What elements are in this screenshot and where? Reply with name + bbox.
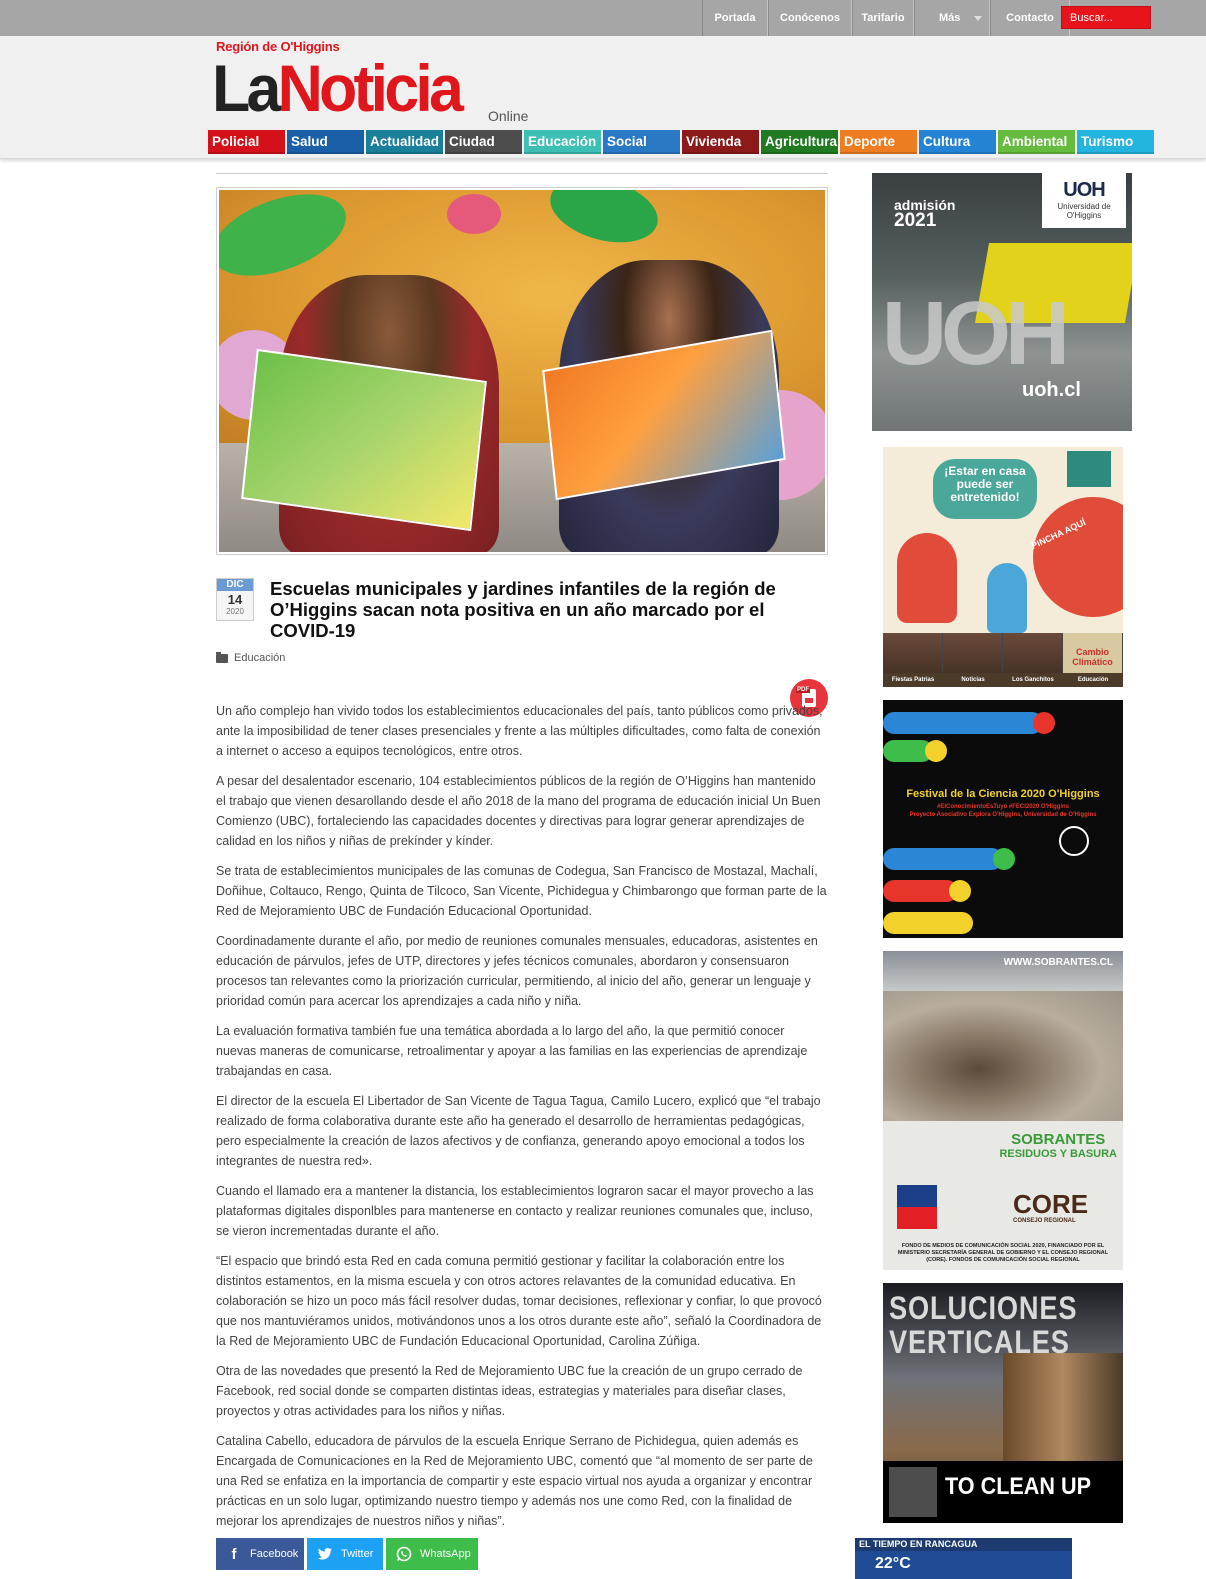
nav-tarifario[interactable]: Tarifario [852,0,914,36]
article-paragraph: Cuando el llamado era a mantener la distancia, los establecimientos lograron sacar el mayor provecho a las plataformas digitales disponlbles para mantenerse en contacto y realizar reuniones comunales que, incluso, se vieron incrementadas durante el año. [216,1184,814,1238]
feci-title: Festival de la Ciencia 2020 O'Higgins [906,788,1100,800]
junji-cta: PINCHA AQUÍ [1029,517,1088,551]
share-facebook-label: Facebook [250,1548,299,1560]
soluciones-line2: VERTICALES [889,1324,1070,1360]
article-paragraph: El director de la escuela El Libertador de San Vicente de Tagua Tagua, Camilo Lucero, explicó que “el trabajo realizado de forma colaborativa durante este año ha generado el desarrollo de herramientas pedagógicas, pero especialmente la creación de lazos afectivos y de confianza, generando apoyo emocional a todos los integrantes de nuestra red». [216,1094,821,1168]
article-body [216,701,828,1541]
sobrantes-fine-print: FONDO DE MEDIOS DE COMUNICACIÓN SOCIAL 2020, FINANCIADO POR EL MINISTERIO SECRETARÍA GENERAL DE GOBIERNO Y EL CONSEJO REGIONAL (CORE). FONDOS DE COMUNICACIÓN SOCIAL REGIONAL [897,1243,1109,1263]
uoh-admision-text [894,197,955,229]
junji-label: Fiestas Patrias [891,677,935,683]
article-paragraph: “El espacio que brindó esta Red en cada comuna permitió gestionar y facilitar la colaboración entre los distintos estamentos, en la misma escuela y con otros actores relavantes de la comunidad educativa. En colaboración se hizo un poco más fácil resolver dudas, tomar decisiones, reflexionar y confiar, lo que provocó que nos mantuviéramos unidos, motivándonos unos a los otros durante este año”, señaló la Coordinadora de la Red de Mejoramiento UBC de Fundación Educacional Oportunidad, Carolina Zúñiga. [216,1254,822,1348]
site-logo[interactable] [212,48,460,128]
to-clean-up-banner [883,1461,1123,1523]
date-year: 2020 [226,607,244,616]
share-bar [216,1538,481,1570]
to-clean-up-text: TO CLEAN UP [945,1473,1092,1500]
twitter-icon [317,1546,333,1562]
category-ambiental[interactable]: Ambiental [998,130,1075,154]
article-category [216,652,285,664]
folder-icon [216,654,228,663]
logo-region: Región de O'Higgins [216,39,340,54]
junji-cta-circle [1033,497,1123,617]
category-actualidad[interactable]: Actualidad [366,130,443,154]
core-logo [1013,1189,1088,1224]
search-input[interactable] [1061,6,1151,29]
date-badge [216,578,254,621]
uoh-admision-word: admisión [894,197,956,213]
core-logo-text: CORE [1013,1189,1089,1219]
uoh-url: uoh.cl [1022,379,1081,401]
whatsapp-icon [396,1546,412,1562]
uoh-logo [1042,173,1126,228]
junji-label: Noticias [961,677,985,683]
junji-label: Los Ganchitos [1012,677,1054,683]
nav-contacto[interactable]: Contacto [990,0,1070,36]
uoh-logo-sub: Universidad de O'Higgins [1057,202,1111,220]
ad-soluciones-verticales[interactable] [883,1283,1123,1523]
soluciones-line1: SOLUCIONES [889,1290,1078,1326]
article-paragraph: Catalina Cabello, educadora de párvulos de la escuela Enrique Serrano de Pichidegua, quien además es Encargada de Comunicaciones en la Red de Mejoramiento UBC, comentó que “al momento de ser parte de una Red se enfatiza en la importancia de compartir y este espacio virtual nos ayuda a organizar y encontrar prácticas en un solo lugar, optimizando nuestro tiempo y además nos une como Red, con la finalidad de mejorar los aprendizajes de nuestros niños y niñas”. [216,1434,813,1528]
pdf-tag: PDF [797,687,809,693]
sobrantes-photo [883,991,1123,1121]
content-divider [216,173,828,174]
article-paragraph: Otra de las novedades que presentó la Red de Mejoramiento UBC fue la creación de un grupo cerrado de Facebook, red social donde se comparten distintas ideas, estrategias y materiales para diseñar clases, proyectos y otras actividades para los niños y niñas. [216,1364,803,1418]
junji-logo [1067,451,1111,487]
category-ciudad[interactable]: Ciudad [445,130,522,154]
site-header [0,36,1206,159]
article-title: Escuelas municipales y jardines infantiles de la región de O’Higgins sacan nota positiva en un año marcado por el COVID-19 [270,578,776,641]
ad-feci[interactable] [883,700,1123,938]
logo-la: La [212,51,278,125]
nav-portada[interactable]: Portada [702,0,768,36]
sobrantes-title [999,1133,1117,1161]
uoh-admision-year: 2021 [894,210,937,231]
hero-image [216,187,828,555]
ad-sobrantes[interactable] [883,951,1123,1270]
article-paragraph: Coordinadamente durante el año, por medio de reuniones comunales mensuales, educadoras, asistentes en educación de párvulos, jefes de UTP, directores y jefes técnicos comunales, abordaron y consensuaron procesos tan relevantes como la priorización curricular, permitiendo, al inicio del año, generar un lenguaje y prioridad común para acercar los aprendizajes a cada niño y niña. [216,934,818,1008]
core-logo-sub: CONSEJO REGIONAL [1013,1218,1076,1224]
weather-widget[interactable] [855,1538,1072,1579]
sobrantes-subtitle: RESIDUOS Y BASURA [999,1148,1117,1160]
category-cultura[interactable]: Cultura [919,130,996,154]
top-bar [0,0,1206,36]
ad-junji[interactable] [883,447,1123,687]
chevron-down-icon [974,16,982,21]
climber-icon [889,1467,937,1517]
category-vivienda[interactable]: Vivienda [682,130,759,154]
share-facebook-button[interactable] [216,1538,304,1570]
sobrantes-title-text: SOBRANTES [1011,1131,1106,1148]
weather-title: EL TIEMPO EN RANCAGUA [855,1538,1072,1551]
sobrantes-site: WWW.SOBRANTES.CL [1003,957,1113,968]
category-agricultura[interactable]: Agricultura [761,130,838,154]
article-category-link[interactable]: Educación [234,652,286,664]
uoh-sculpture: UOH [882,284,1064,384]
article-paragraph: La evaluación formativa también fue una temática abordada a lo largo del año, la que permitió conocer nuevas maneras de comunicarse, retroalimentar y apoyar a las familias en las experiencias de aprendizaje trabajandas en casa. [216,1024,808,1078]
share-twitter-label: Twitter [341,1548,374,1560]
logo-noticia: Noticia [277,51,461,125]
category-social[interactable]: Social [603,130,680,154]
date-month: DIC [217,579,253,591]
nav-mas-dropdown[interactable] [914,0,990,36]
share-whatsapp-label: WhatsApp [420,1548,471,1560]
facebook-icon: f [231,1545,237,1563]
ad-uoh-admision[interactable] [872,173,1132,431]
junji-bubble: ¡Estar en casa puede ser entretenido! [933,459,1037,519]
category-salud[interactable]: Salud [287,130,364,154]
nav-mas-label: Más [939,12,961,24]
article-paragraph: Se trata de establecimientos municipales de las comunas de Codegua, San Francisco de Mostazal, Machalí, Doñihue, Coltauco, Rengo, Quinta de Tilcoco, San Vicente, Pichidegua y Chimbarongo que forman parte de la Red de Mejoramiento UBC de Fundación Educacional Oportunidad. [216,864,827,918]
article-paragraph: A pesar del desalentador escenario, 104 establecimientos públicos de la región de O’Higgins han mantenido el trabajo que vienen desarollando desde el año 2018 de la mano del programa de educación inicial Un Buen Comienzo (UBC), fortaleciendo las capacidades docentes y directivas para lograr generar aprendizajes de calidad en los niños y niñas de prekínder y kínder. [216,774,821,848]
date-day: 14 [227,592,243,607]
article-paragraph: Un año complejo han vivido todos los establecimientos educacionales del país, tanto públicos como privados, ante la imposibilidad de tener clases presenciales y frente a las múltiples dificultades, como falta de conexión a internet o acceso a equipos tecnológicos, entre otros. [216,704,823,758]
category-educacion[interactable]: Educación [524,130,601,154]
junji-label: Educación [1077,677,1109,683]
soluciones-title [889,1291,1077,1359]
hero-photo [219,190,825,552]
feci-logo [1059,826,1089,856]
share-whatsapp-button[interactable] [386,1538,478,1570]
uoh-logo-mark: UOH [1063,179,1105,201]
top-nav [702,0,1070,36]
feci-subtitle: Proyecto Asociativo Explora O'Higgins, Universidad de O'Higgins [909,812,1097,818]
junji-strip-labels [883,673,1123,687]
nav-conocenos[interactable]: Conócenos [768,0,852,36]
feci-hashtag: #ElConocimientoEsTuyo #FECI2020 O'Higgins [936,804,1069,810]
logo-online: Online [488,108,529,124]
weather-temp: 22°C [875,1555,911,1572]
share-twitter-button[interactable] [307,1538,383,1570]
gobierno-logo [897,1185,937,1229]
junji-girl-illustration [897,533,957,623]
junji-climate: Cambio Climático [1063,633,1123,687]
junji-boy-illustration [987,563,1027,633]
category-nav [208,130,1156,154]
category-turismo[interactable]: Turismo [1077,130,1154,154]
category-policial[interactable]: Policial [208,130,285,154]
category-deporte[interactable]: Deporte [840,130,917,154]
